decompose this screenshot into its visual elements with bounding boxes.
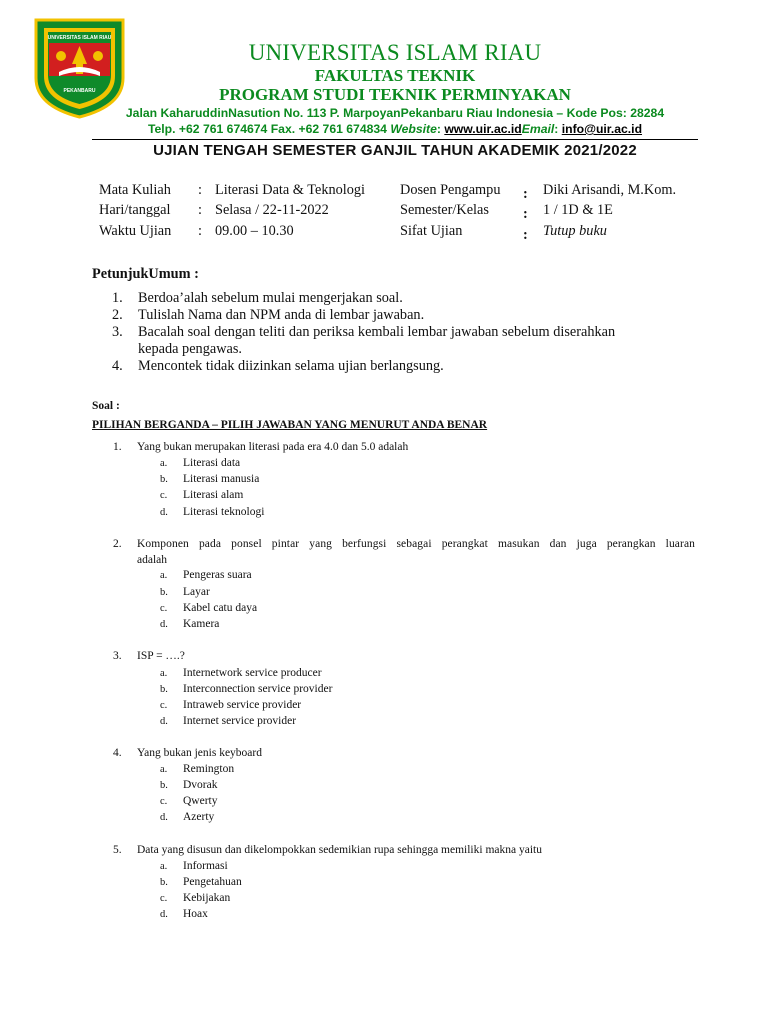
colon: : (198, 223, 202, 239)
date-label: Hari/tanggal (99, 202, 171, 218)
time-label: Waktu Ujian (99, 223, 172, 239)
exam-type-value: Tutup buku (543, 223, 607, 239)
option-letter: c. (160, 700, 168, 711)
instructions-title: PetunjukUmum : (92, 266, 199, 282)
option-letter: c. (160, 603, 168, 614)
option-text: Internetwork service producer (183, 667, 322, 679)
option-text: Remington (183, 763, 235, 775)
option-letter: a. (160, 668, 168, 679)
colon: : (198, 202, 202, 218)
option-letter: d. (160, 619, 168, 630)
option-text: Hoax (183, 908, 208, 920)
program-name: PROGRAM STUDI TEKNIK PERMINYAKAN (219, 85, 571, 104)
option-letter: c. (160, 893, 168, 904)
option-letter: d. (160, 716, 168, 727)
option-text: Literasi alam (183, 489, 244, 501)
option-text: Informasi (183, 860, 228, 872)
option-letter: b. (160, 877, 168, 888)
question-number: 2. (113, 538, 122, 550)
option-text: Dvorak (183, 779, 218, 791)
course-label: Mata Kuliah (99, 182, 171, 198)
question-text: Yang bukan merupakan literasi pada era 4.0 dan 5.0 adalah (137, 441, 409, 453)
phone-fax: Telp. +62 761 674674 Fax. +62 761 674834 (147, 122, 387, 136)
colon: : (198, 182, 202, 198)
option-text: Literasi manusia (183, 473, 260, 485)
website-link[interactable]: www.uir.ac.id (444, 122, 522, 136)
option-letter: a. (160, 570, 168, 581)
header-divider (92, 139, 698, 140)
option-text: Pengetahuan (183, 876, 242, 888)
option-letter: c. (160, 490, 168, 501)
colon: : (523, 227, 528, 243)
option-letter: a. (160, 764, 168, 775)
option-letter: b. (160, 587, 168, 598)
semester-label: Semester/Kelas (400, 202, 489, 218)
svg-text:UNIVERSITAS ISLAM RIAU: UNIVERSITAS ISLAM RIAU (47, 35, 112, 41)
contact-line: Telp. +62 761 674674 Fax. +62 761 674834 Website: www.uir.ac.idEmail: info@uir.ac.id (147, 122, 643, 136)
option-letter: a. (160, 861, 168, 872)
question-text: Komponen pada ponsel pintar yang berfungsi sebagai perangkat masukan dan juga perangkan luaran (137, 538, 695, 550)
question-text: ISP = ….? (137, 650, 185, 662)
option-letter: d. (160, 507, 168, 518)
exam-type-label: Sifat Ujian (400, 223, 463, 239)
option-text: Kabel catu daya (183, 602, 258, 614)
option-text: Azerty (183, 811, 215, 823)
website-label: Website (390, 122, 437, 136)
lecturer-label: Dosen Pengampu (400, 182, 501, 198)
question-text: Yang bukan jenis keyboard (137, 747, 262, 759)
option-letter: c. (160, 796, 168, 807)
question-text-cont: adalah (137, 554, 168, 566)
question-number: 1. (113, 441, 122, 453)
option-text: Internet service provider (183, 715, 297, 727)
question-number: 4. (113, 747, 122, 759)
faculty-name: FAKULTAS TEKNIK (314, 66, 476, 85)
questions-label: Soal : (92, 400, 120, 412)
question-text: Data yang disusun dan dikelompokkan sedemikian rupa sehingga memiliki makna yaitu (137, 844, 542, 856)
question-number: 5. (113, 844, 122, 856)
lecturer-value: Diki Arisandi, M.Kom. (543, 182, 677, 198)
option-text: Intraweb service provider (183, 699, 302, 711)
question-number: 3. (113, 650, 122, 662)
semester-value: 1 / 1D & 1E (543, 202, 613, 218)
option-text: Pengeras suara (183, 569, 252, 581)
email-link[interactable]: info@uir.ac.id (561, 122, 643, 136)
option-text: Interconnection service provider (183, 683, 333, 695)
option-letter: b. (160, 780, 168, 791)
option-letter: a. (160, 458, 168, 469)
course-value: Literasi Data & Teknologi (215, 182, 366, 198)
option-text: Literasi teknologi (183, 506, 265, 518)
option-letter: d. (160, 909, 168, 920)
date-value: Selasa / 22-11-2022 (215, 202, 329, 218)
option-letter: d. (160, 812, 168, 823)
option-text: Kamera (183, 618, 220, 630)
university-name: UNIVERSITAS ISLAM RIAU (248, 40, 542, 65)
option-letter: b. (160, 474, 168, 485)
option-text: Kebijakan (183, 892, 231, 904)
time-value: 09.00 – 10.30 (215, 223, 294, 239)
colon: : (523, 186, 528, 202)
exam-title: UJIAN TENGAH SEMESTER GANJIL TAHUN AKADEMIK 2021/2022 (153, 142, 637, 159)
email-label: Email (521, 122, 555, 136)
option-text: Literasi data (183, 457, 241, 469)
option-text: Layar (183, 586, 210, 598)
section-title: PILIHAN BERGANDA – PILIH JAWABAN YANG MENURUT ANDA BENAR (92, 419, 488, 431)
option-letter: b. (160, 684, 168, 695)
address: Jalan KaharuddinNasution No. 113 P. MarpoyanPekanbaru Riau Indonesia – Kode Pos: 28284 (125, 106, 665, 120)
svg-text:PEKANBARU: PEKANBARU (63, 88, 96, 94)
option-text: Qwerty (183, 795, 218, 807)
colon: : (523, 206, 528, 222)
